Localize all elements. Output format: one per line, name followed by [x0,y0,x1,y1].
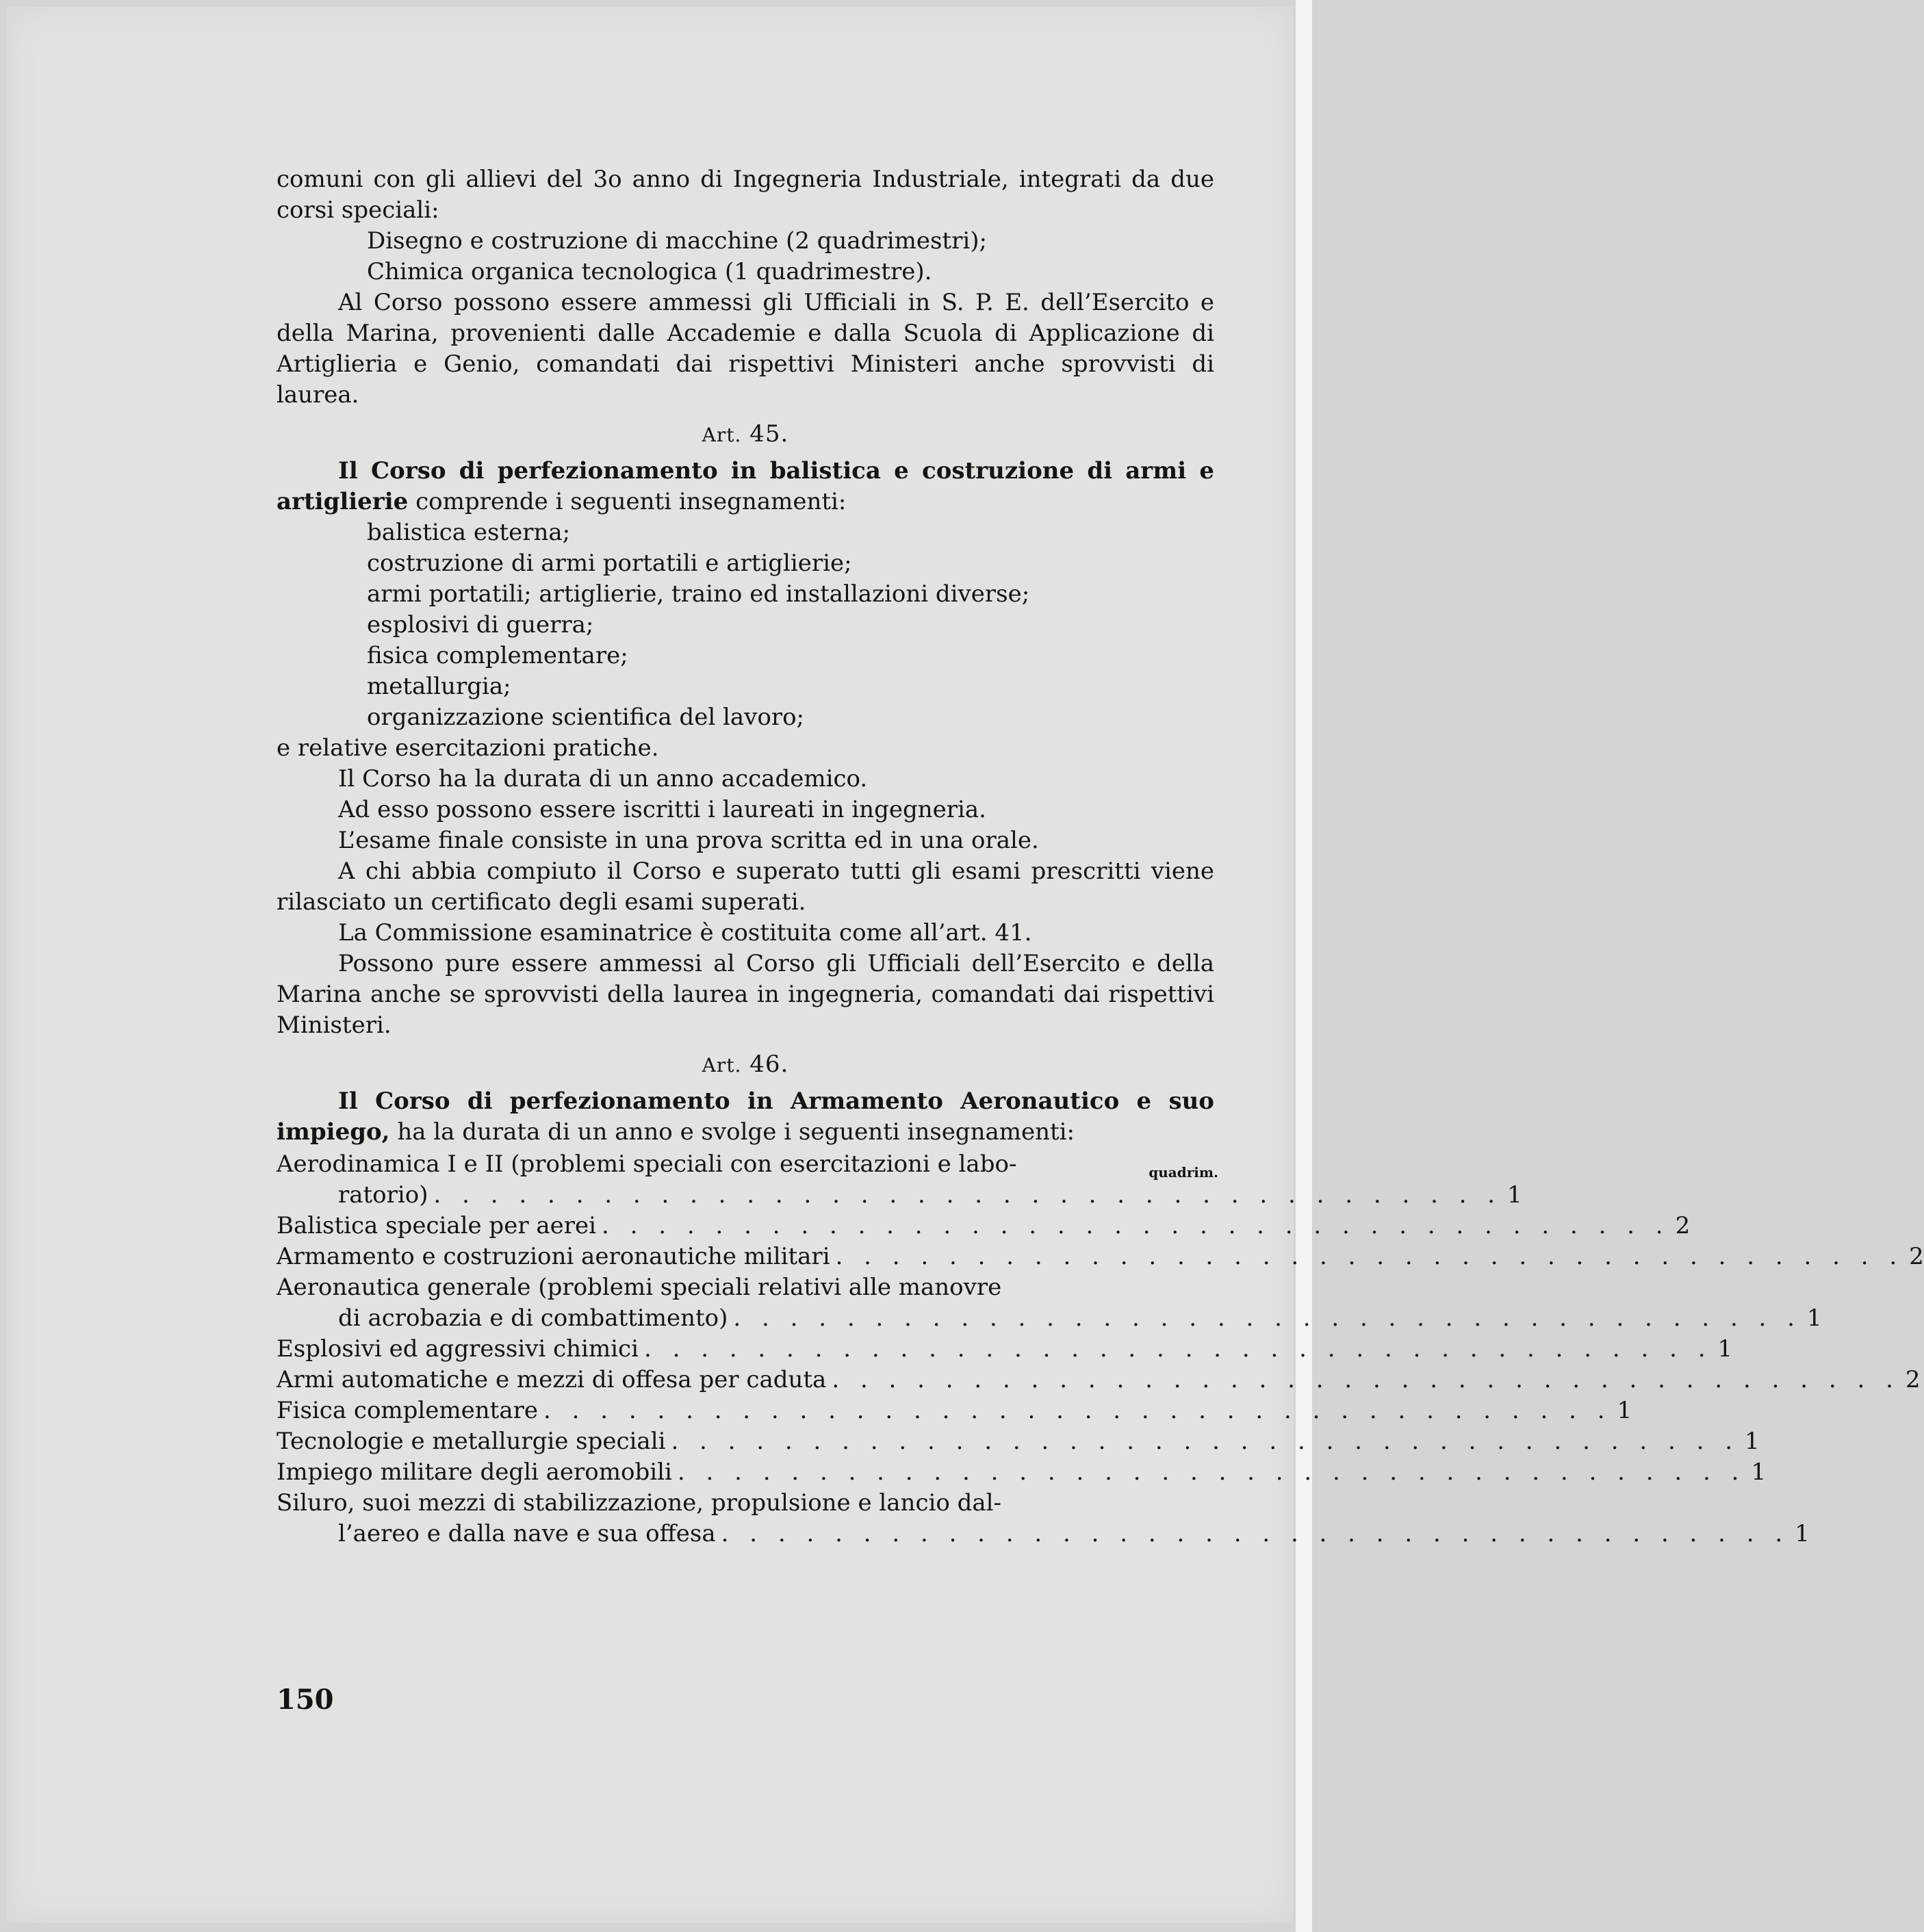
course-row [277,1519,1810,1549]
article-prefix: Art. [702,424,742,446]
course-quadrimesters: 2 [1675,1212,1691,1239]
course-label-line1: Aeronautica generale (problemi speciali relativi alle manovre [277,1274,1002,1301]
list-closing: e relative esercitazioni pratiche. [277,734,659,762]
dot-leader: . . . . . . . . . . . . . . . . . . . . . . . . . . . . . . . . . . . . . . [543,1397,1612,1424]
course-label-line1: Aerodinamica I e II (problemi speciali con esercitazioni e labo- [277,1150,1017,1178]
course-table [277,1149,1924,1549]
course-label: ratorio) [338,1181,428,1209]
course-label: Armi automatiche e mezzi di offesa per caduta [277,1366,827,1393]
dot-leader: . . . . . . . . . . . . . . . . . . . . . . . . . . . . . . . . . . . . . . [733,1304,1801,1332]
dot-leader: . . . . . . . . . . . . . . . . . . . . . . . . . . . . . . . . . . . . . . [721,1520,1790,1547]
list-item: Disegno e costruzione di macchine (2 quadrimestri); [367,227,987,255]
special-courses-list [277,226,1214,287]
dot-leader: . . . . . . . . . . . . . . . . . . . . . . . . . . . . . . . . . . . . . . [433,1181,1502,1209]
paragraph-enrollment: Ad esso possono essere iscritti i laureati in ingegneria. [338,796,986,823]
paragraph-intro: comuni con gli allievi del 3o anno di Ingegneria Industriale, integrati da due corsi speciali: [277,166,1214,224]
paragraph-duration: Il Corso ha la durata di un anno accademico. [338,765,868,793]
course-title: Il Corso di perfezionamento in Armamento Aeronautico e suo impiego, [277,1087,1214,1146]
course-row [277,1426,1760,1457]
article-46-heading [277,1049,1214,1081]
list-item: costruzione di armi portatili e artiglierie; [367,550,852,577]
dot-leader: . . . . . . . . . . . . . . . . . . . . . . . . . . . . . . . . . . . . . . [677,1458,1746,1486]
page-edge [1296,0,1312,1932]
course-quadrimesters: 1 [1795,1520,1810,1547]
paragraph-commission: La Commissione esaminatrice è costituita come all’art. 41. [338,919,1032,946]
course-label: di acrobazia e di combattimento) [338,1304,728,1332]
ballistics-subjects-list [277,517,1214,733]
course-label: Impiego militare degli aeromobili [277,1458,672,1486]
list-item: esplosivi di guerra; [367,611,594,639]
course-quadrimesters: 1 [1717,1335,1733,1363]
course-quadrimesters: 1 [1745,1428,1760,1455]
course-quadrimesters: 1 [1806,1304,1822,1332]
dot-leader: . . . . . . . . . . . . . . . . . . . . . . . . . . . . . . . . . . . . . . [643,1335,1713,1363]
course-quadrimesters: 1 [1751,1458,1767,1486]
course-row [277,1334,1733,1365]
dot-leader: . . . . . . . . . . . . . . . . . . . . . . . . . . . . . . . . . . . . . . [835,1243,1904,1270]
unit-header: quadrim. [1149,1164,1218,1181]
course-quadrimesters: 1 [1617,1397,1632,1424]
course-entry [277,1272,1822,1334]
paragraph-aeronautics [277,1086,1214,1148]
dot-leader: . . . . . . . . . . . . . . . . . . . . . . . . . . . . . . . . . . . . . . [832,1366,1900,1393]
article-number: 45. [749,420,789,448]
course-row [277,1457,1767,1488]
paragraph-text: ha la durata di un anno e svolge i seguenti insegnamenti: [389,1118,1075,1146]
course-row [277,1365,1921,1395]
course-row [277,1180,1522,1211]
paragraph-admission: Al Corso possono essere ammessi gli Ufficiali in S. P. E. dell’Esercito e della Marina, provenienti dalle Accademie e dalla Scuola di Applicazione di Artiglieria e Genio, comandati dai rispettivi Ministeri anche sprovvisti di laurea. [277,289,1214,409]
paragraph-exam: L’esame finale consiste in una prova scritta ed in una orale. [338,827,1039,854]
paragraph-officers: Possono pure essere ammessi al Corso gli Ufficiali dell’Esercito e della Marina anche se sprovvisti della laurea in ingegneria, comandati dai rispettivi Ministeri. [277,950,1214,1039]
page-body [277,164,1924,1549]
course-label: Balistica speciale per aerei [277,1212,597,1239]
course-row [277,1211,1691,1241]
list-item: balistica esterna; [367,519,571,546]
course-entry [277,1488,1810,1549]
course-entry [277,1149,1522,1211]
paragraph-certificate: A chi abbia compiuto il Corso e superato tutti gli esami prescritti viene rilasciato un certificato degli esami superati. [277,858,1214,916]
course-label: Esplosivi ed aggressivi chimici [277,1335,639,1363]
course-label: Tecnologie e metallurgie speciali [277,1428,666,1455]
course-label: Armamento e costruzioni aeronautiche militari [277,1243,830,1270]
course-label: Fisica complementare [277,1397,538,1424]
course-quadrimesters: 2 [1905,1366,1921,1393]
page-number: 150 [277,1684,334,1716]
list-item: armi portatili; artiglierie, traino ed installazioni diverse; [367,580,1030,608]
article-number: 46. [749,1051,789,1078]
course-row [277,1303,1822,1334]
list-item: fisica complementare; [367,642,628,669]
article-45-heading [277,419,1214,450]
course-label: l’aereo e dalla nave e sua offesa [338,1520,716,1547]
list-item: Chimica organica tecnologica (1 quadrimestre). [367,258,932,285]
course-label-line1: Siluro, suoi mezzi di stabilizzazione, propulsione e lancio dal- [277,1489,1002,1517]
course-quadrimesters: 1 [1507,1181,1522,1209]
course-title: Il Corso di perfezionamento in balistica e costruzione di armi e artiglierie [277,457,1214,515]
course-quadrimesters: 2 [1909,1243,1924,1270]
dot-leader: . . . . . . . . . . . . . . . . . . . . . . . . . . . . . . . . . . . . . . [671,1428,1740,1455]
paragraph-text: comprende i seguenti insegnamenti: [408,488,847,515]
dot-leader: . . . . . . . . . . . . . . . . . . . . . . . . . . . . . . . . . . . . . . [602,1212,1670,1239]
course-row [277,1395,1632,1426]
list-item: organizzazione scientifica del lavoro; [367,704,804,731]
course-row [277,1241,1924,1272]
article-prefix: Art. [702,1054,742,1077]
list-item: metallurgia; [367,673,511,700]
paragraph-ballistics [277,456,1214,517]
